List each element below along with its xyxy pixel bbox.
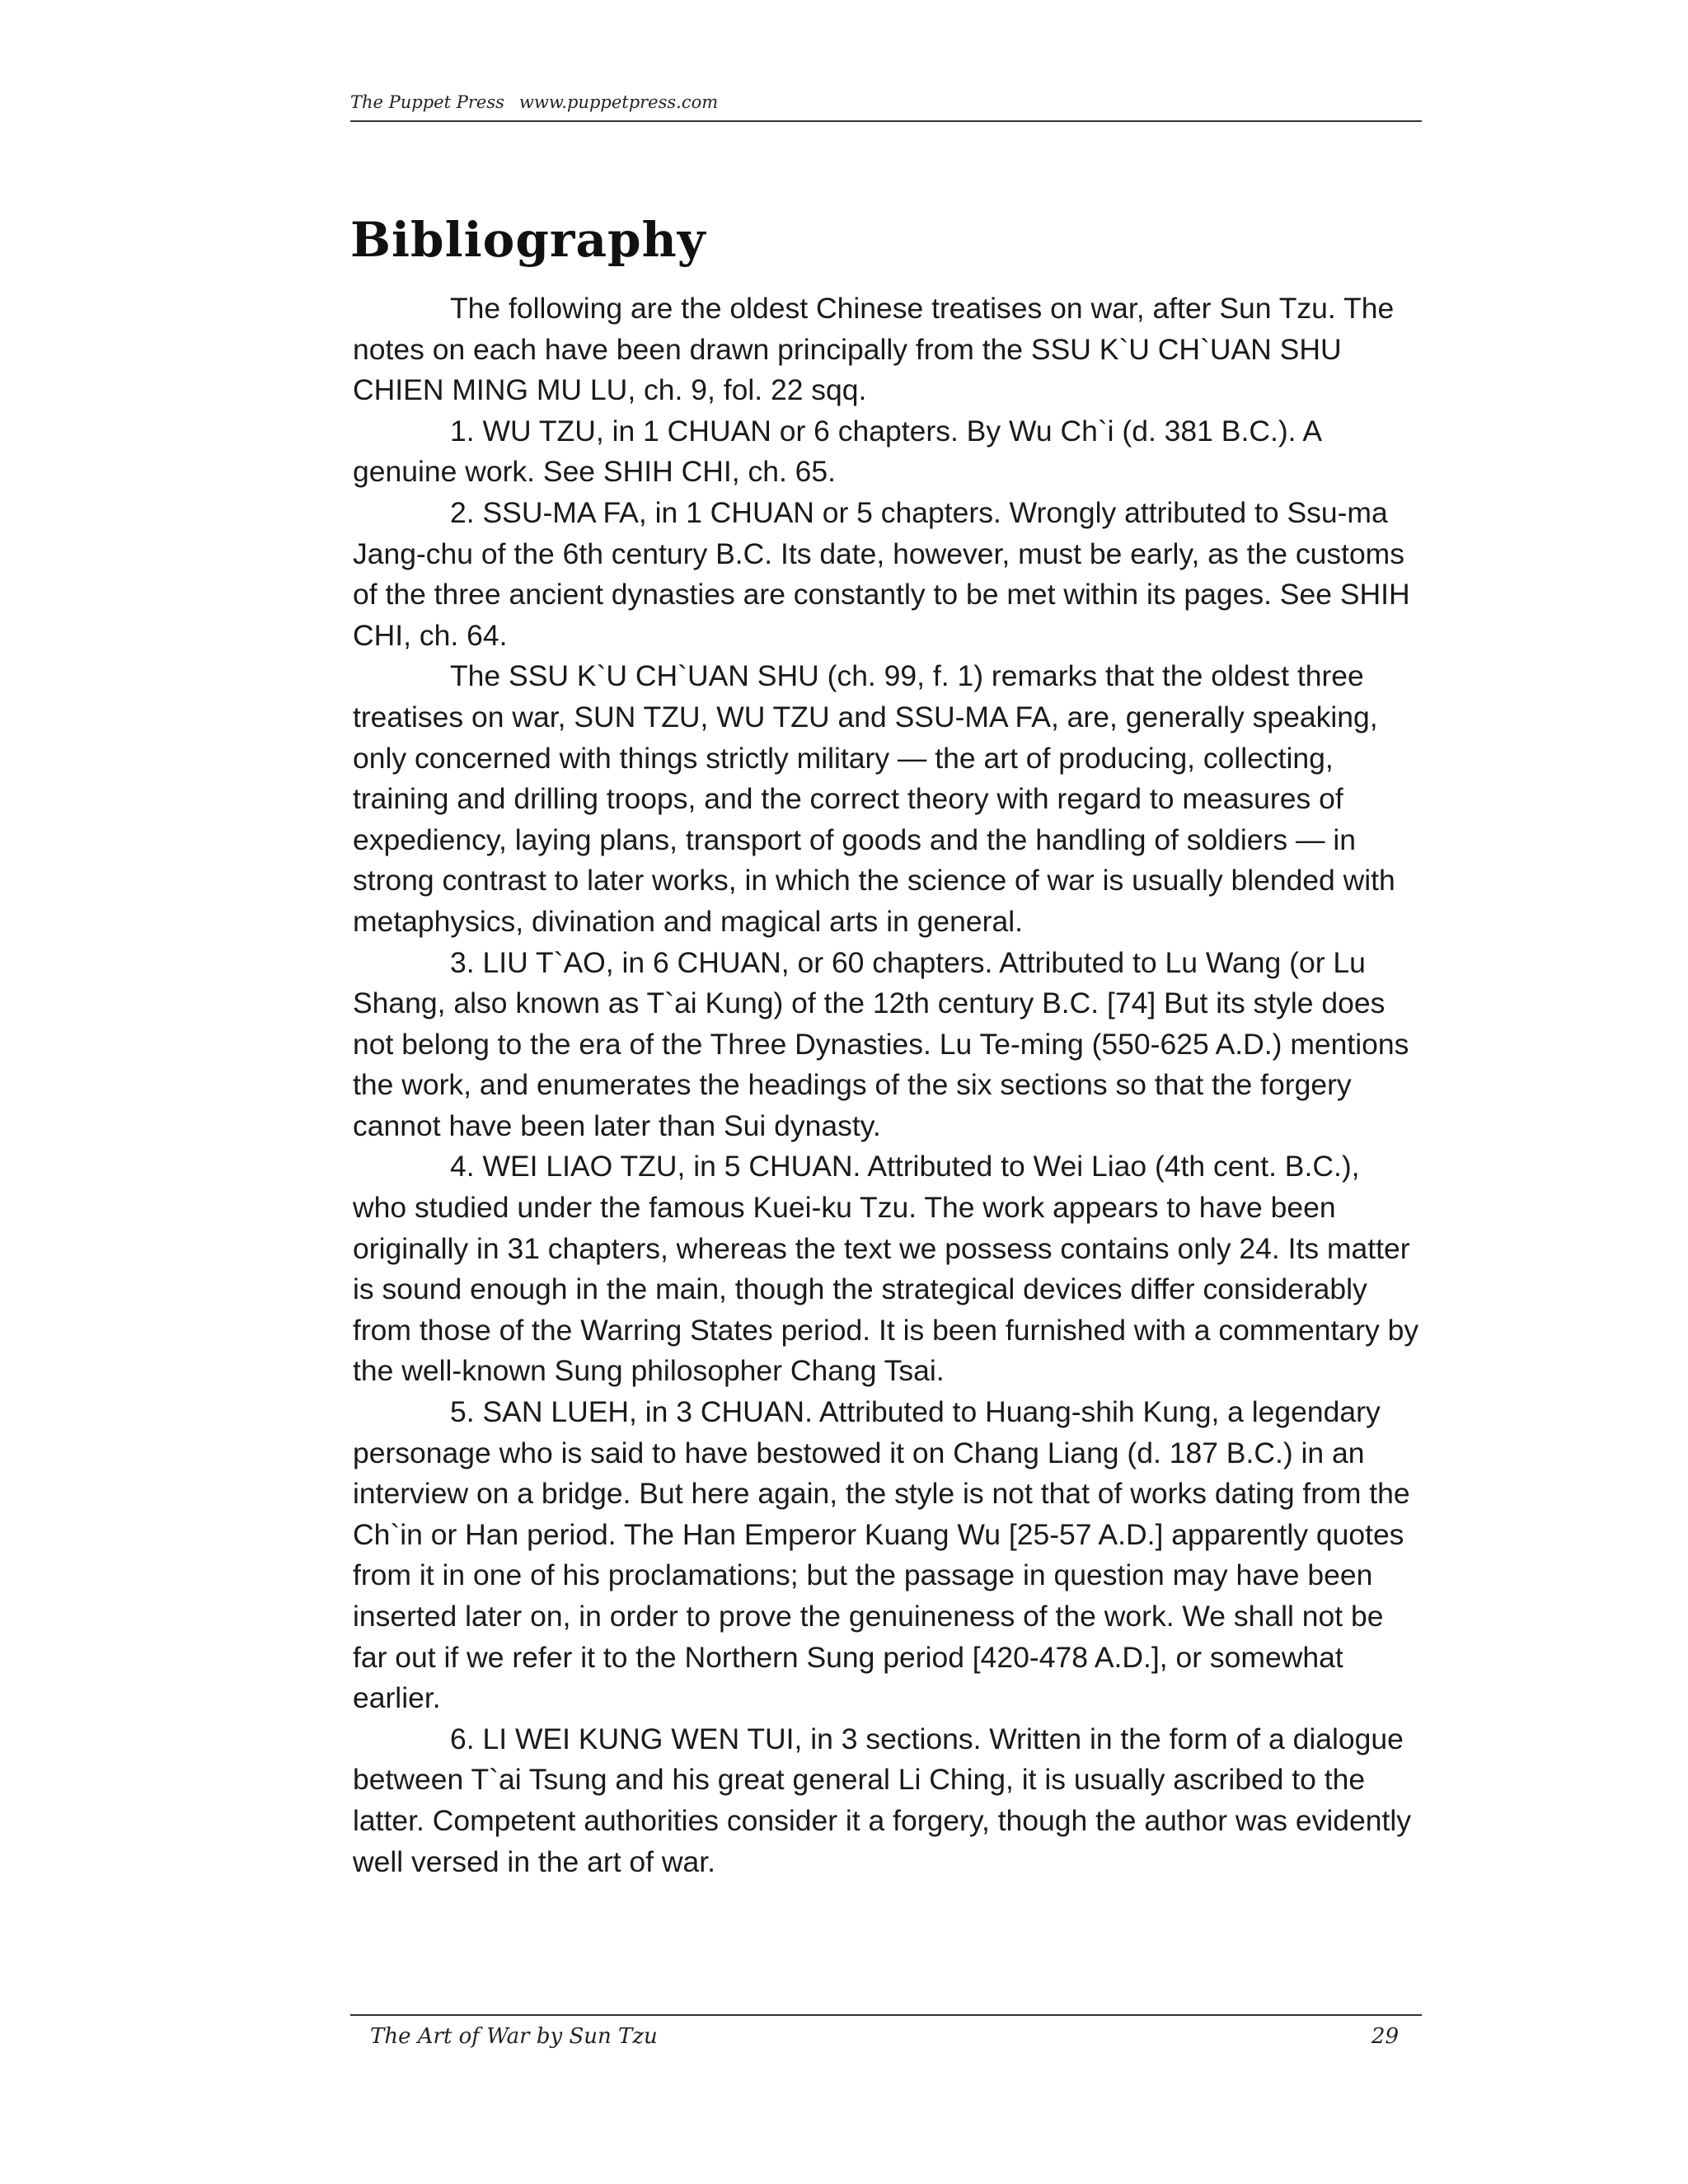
page-footer	[350, 2014, 1422, 2049]
body-text	[353, 288, 1421, 1882]
header-website: www.puppetpress.com	[518, 92, 719, 112]
page-title: Bibliography	[350, 212, 706, 268]
paragraph-ssu-ku-remarks: The SSU K`U CH`UAN SHU (ch. 99, f. 1) remarks that the oldest three treatises on war, SUN TZU, WU TZU and SSU-MA FA, are, generally speaking, only concerned with things strictly military — the art of producing, collecting, training and drilling troops, and the correct theory with regard to measures of expediency, laying plans, transport of goods and the handling of soldiers — in strong contrast to later works, in which the science of war is usually blended with metaphysics, divination and magical arts in general.	[353, 659, 1395, 938]
paragraph-intro: The following are the oldest Chinese treatises on war, after Sun Tzu. The notes on each have been drawn principally from the SSU K`U CH`UAN SHU CHIEN MING MU LU, ch. 9, fol. 22 sqq.	[353, 292, 1395, 407]
paragraph-li-wei-kung: 6. LI WEI KUNG WEN TUI, in 3 sections. Written in the form of a dialogue between T`ai Tsung and his great general Li Ching, it is usually ascribed to the latter. Competent authorities consider it a forgery, though the author was evidently well versed in the art of war.	[353, 1722, 1411, 1878]
paragraph-liu-tao: 3. LIU T`AO, in 6 CHUAN, or 60 chapters. Attributed to Lu Wang (or Lu Shang, also known as T`ai Kung) of the 12th century B.C. [74] But its style does not belong to the era of the Three Dynasties. Lu Te-ming (550-625 A.D.) mentions the work, and enumerates the headings of the six sections so that the forgery cannot have been later than Sui dynasty.	[353, 945, 1409, 1142]
header-publisher: The Puppet Press	[350, 92, 504, 112]
paragraph-wu-tzu: 1. WU TZU, in 1 CHUAN or 6 chapters. By Wu Ch`i (d. 381 B.C.). A genuine work. See SHIH CHI, ch. 65.	[353, 414, 1321, 489]
page-header	[350, 92, 1422, 122]
paragraph-wei-liao-tzu: 4. WEI LIAO TZU, in 5 CHUAN. Attributed to Wei Liao (4th cent. B.C.), who studied under the famous Kuei-ku Tzu. The work appears to have been originally in 31 chapters, whereas the text we possess contains only 24. Its matter is sound enough in the main, though the strategical devices differ considerably from those of the Warring States period. It is been furnished with a commentary by the well-known Sung philosopher Chang Tsai.	[353, 1150, 1419, 1388]
page-number: 29	[1371, 2024, 1399, 2049]
paragraph-ssu-ma-fa: 2. SSU-MA FA, in 1 CHUAN or 5 chapters. Wrongly attributed to Ssu-ma Jang-chu of the 6th century B.C. Its date, however, must be early, as the customs of the three ancient dynasties are constantly to be met within its pages. See SHIH CHI, ch. 64.	[353, 495, 1410, 652]
paragraph-san-lueh: 5. SAN LUEH, in 3 CHUAN. Attributed to Huang-shih Kung, a legendary personage who is said to have bestowed it on Chang Liang (d. 187 B.C.) in an interview on a bridge. But here again, the style is not that of works dating from the Ch`in or Han period. The Han Emperor Kuang Wu [25-57 A.D.] apparently quotes from it in one of his proclamations; but the passage in question may have been inserted later on, in order to prove the genuineness of the work. We shall not be far out if we refer it to the Northern Sung period [420-478 A.D.], or somewhat earlier.	[353, 1395, 1410, 1715]
footer-book-title: The Art of War by Sun Tzu	[370, 2024, 658, 2049]
